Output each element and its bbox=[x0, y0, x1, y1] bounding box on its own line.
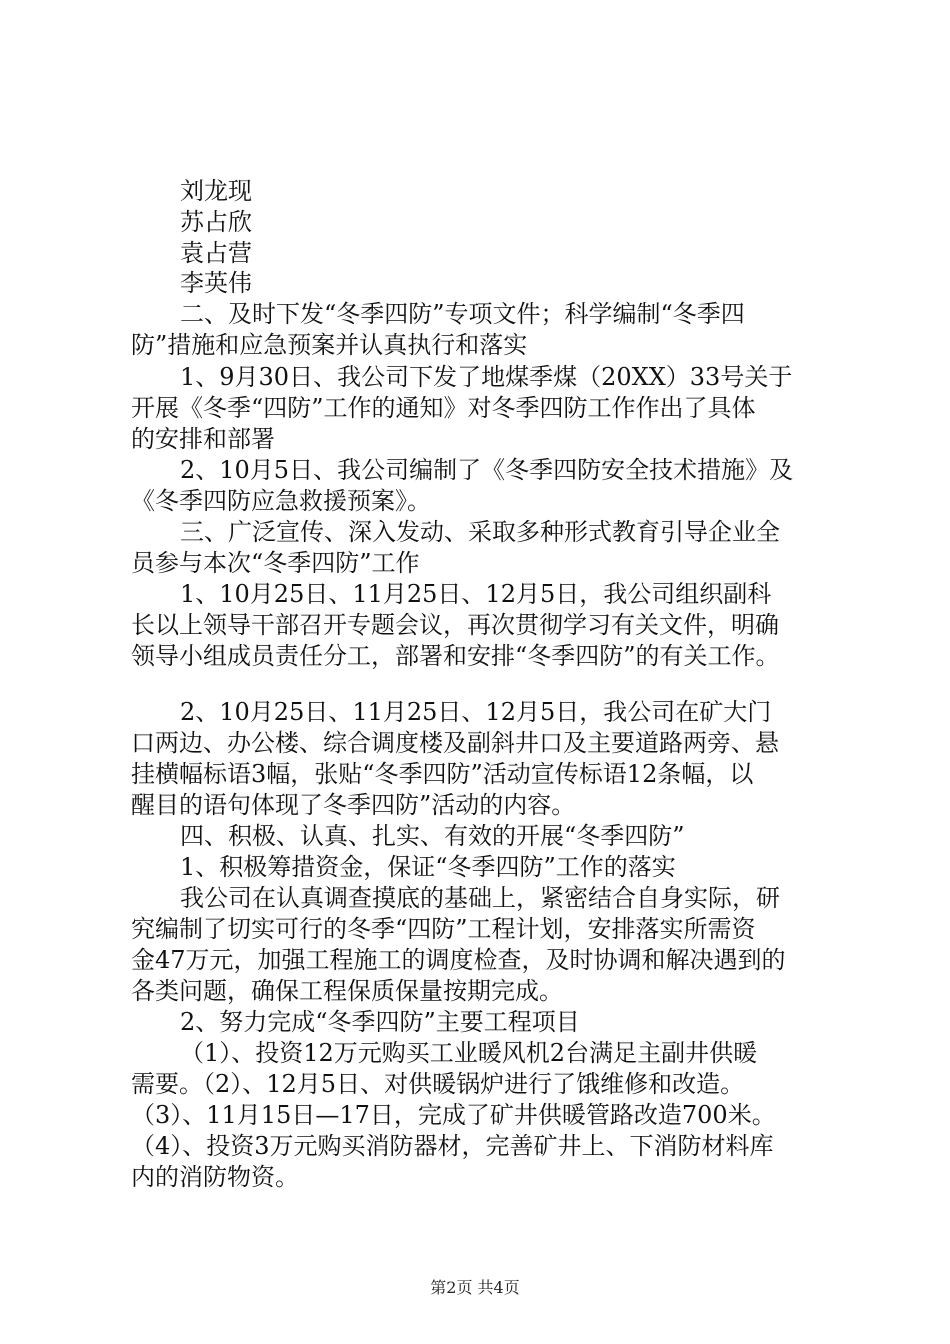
paragraph-line: （3）、11月15日—17日，完成了矿井供暖管路改造700米。 bbox=[131, 1101, 776, 1129]
subsection-title: 2、努力完成“冬季四防”主要工程项目 bbox=[180, 1008, 580, 1036]
paragraph-line: （1）、投资12万元购买工业暖风机2台满足主副井供暖 bbox=[180, 1039, 758, 1067]
paragraph-line: 1、9月30日、我公司下发了地煤季煤（20XX）33号关于 bbox=[180, 363, 793, 391]
paragraph-line: 《冬季四防应急救援预案》。 bbox=[131, 487, 431, 515]
paragraph-line: 究编制了切实可行的冬季“四防”工程计划，安排落实所需资 bbox=[131, 915, 756, 943]
paragraph-line: 领导小组成员责任分工，部署和安排“冬季四防”的有关工作。 bbox=[131, 642, 780, 670]
section-heading: 防”措施和应急预案并认真执行和落实 bbox=[131, 331, 528, 359]
page-footer: 第2页 共4页 bbox=[430, 1278, 520, 1297]
name-line: 刘龙现 bbox=[180, 177, 252, 205]
paragraph-line: 2、10月25日、11月25日、12月5日，我公司在矿大门 bbox=[180, 698, 772, 726]
subsection-title: 1、积极筹措资金，保证“冬季四防”工作的落实 bbox=[180, 853, 676, 881]
paragraph-line: 开展《冬季“四防”工作的通知》对冬季四防工作作出了具体 bbox=[131, 394, 756, 422]
paragraph-line: 长以上领导干部召开专题会议，再次贯彻学习有关文件，明确 bbox=[131, 611, 779, 639]
paragraph-line: 金47万元，加强工程施工的调度检查，及时协调和解决遇到的 bbox=[131, 946, 786, 974]
paragraph-line: 需要。（2）、12月5日、对供暖锅炉进行了饿维修和改造。 bbox=[131, 1070, 745, 1098]
paragraph-line: 口两边、办公楼、综合调度楼及副斜井口及主要道路两旁、悬 bbox=[131, 729, 779, 757]
name-line: 袁占营 bbox=[180, 239, 252, 267]
section-heading: 三、广泛宣传、深入发动、采取多种形式教育引导企业全 bbox=[180, 518, 780, 546]
section-heading: 员参与本次“冬季四防”工作 bbox=[131, 549, 420, 577]
paragraph-line: 2、10月5日、我公司编制了《冬季四防安全技术措施》及 bbox=[180, 456, 794, 484]
section-heading: 四、积极、认真、扎实、有效的开展“冬季四防” bbox=[180, 822, 685, 850]
paragraph-line: 我公司在认真调查摸底的基础上，紧密结合自身实际，研 bbox=[180, 884, 780, 912]
paragraph-line: 内的消防物资。 bbox=[131, 1163, 299, 1191]
name-line: 李英伟 bbox=[180, 269, 252, 297]
paragraph-line: 挂横幅标语3幅，张贴“冬季四防”活动宣传标语12条幅，以 bbox=[131, 760, 754, 788]
paragraph-line: 的安排和部署 bbox=[131, 425, 275, 453]
paragraph-line: （4）、投资3万元购买消防器材，完善矿井上、下消防材料库 bbox=[131, 1132, 774, 1160]
section-heading: 二、及时下发“冬季四防”专项文件；科学编制“冬季四 bbox=[180, 300, 745, 328]
name-line: 苏占欣 bbox=[180, 208, 252, 236]
paragraph-line: 醒目的语句体现了冬季四防”活动的内容。 bbox=[131, 791, 576, 819]
paragraph-line: 1、10月25日、11月25日、12月5日，我公司组织副科 bbox=[180, 580, 772, 608]
paragraph-line: 各类问题，确保工程保质保量按期完成。 bbox=[131, 977, 563, 1005]
